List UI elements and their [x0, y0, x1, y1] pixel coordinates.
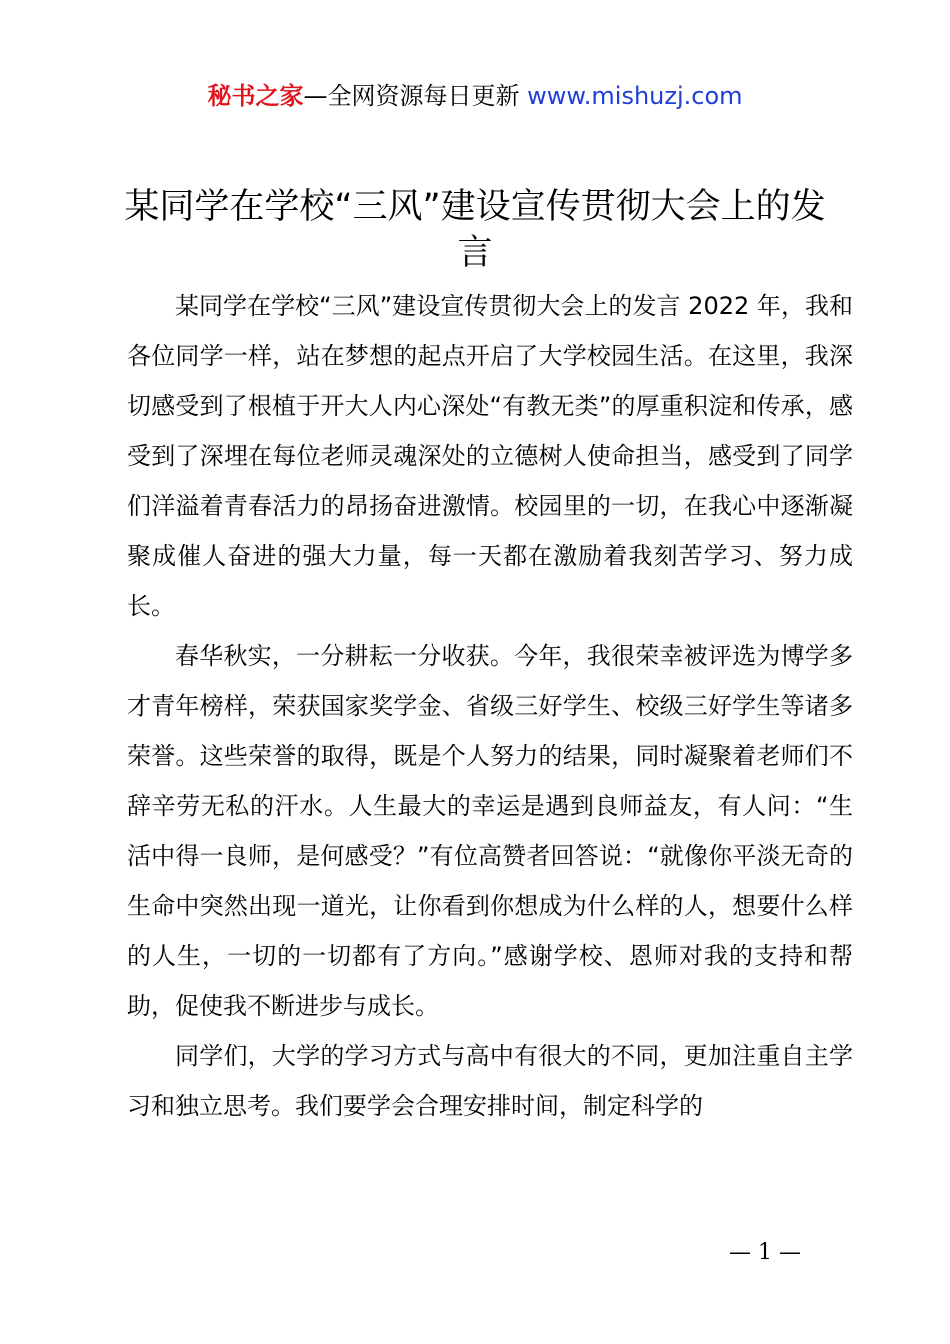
header-url-link[interactable]: www.mishuzj.com — [527, 82, 743, 110]
brand-name: 秘书之家 — [207, 82, 304, 110]
header-tagline: —全网资源每日更新 — [303, 82, 520, 110]
paragraph-3: 同学们，大学的学习方式与高中有很大的不同，更加注重自主学习和独立思考。我们要学会合理安排时间，制定科学的 — [127, 1042, 853, 1120]
page-number: — 1 — — [729, 1240, 801, 1265]
document-body — [127, 281, 853, 1131]
paragraph-2: 春华秋实，一分耕耘一分收获。今年，我很荣幸被评选为博学多才青年榜样，荣获国家奖学金、省级三好学生、校级三好学生等诸多荣誉。这些荣誉的取得，既是个人努力的结果，同时凝聚着老师们不辞辛劳无私的汗水。人生最大的幸运是遇到良师益友，有人问：“生活中得一良师，是何感受？”有位高赞者回答说：“就像你平淡无奇的生命中突然出现一道光，让你看到你想成为什么样的人，想要什么样的人生，一切的一切都有了方向。”感谢学校、恩师对我的支持和帮助，促使我不断进步与成长。 — [127, 642, 853, 1020]
site-header — [0, 80, 950, 112]
paragraph-1: 某同学在学校“三风”建设宣传贯彻大会上的发言 2022 年，我和各位同学一样，站在梦想的起点开启了大学校园生活。在这里，我深切感受到了根植于开大人内心深处“有教无类”的厚重积淀和传承，感受到了深埋在每位老师灵魂深处的立德树人使命担当，感受到了同学们洋溢着青春活力的昂扬奋进激情。校园里的一切，在我心中逐渐凝聚成催人奋进的强大力量，每一天都在激励着我刻苦学习、努力成长。 — [127, 292, 853, 620]
document-title: 某同学在学校“三风”建设宣传贯彻大会上的发言 — [124, 187, 826, 273]
